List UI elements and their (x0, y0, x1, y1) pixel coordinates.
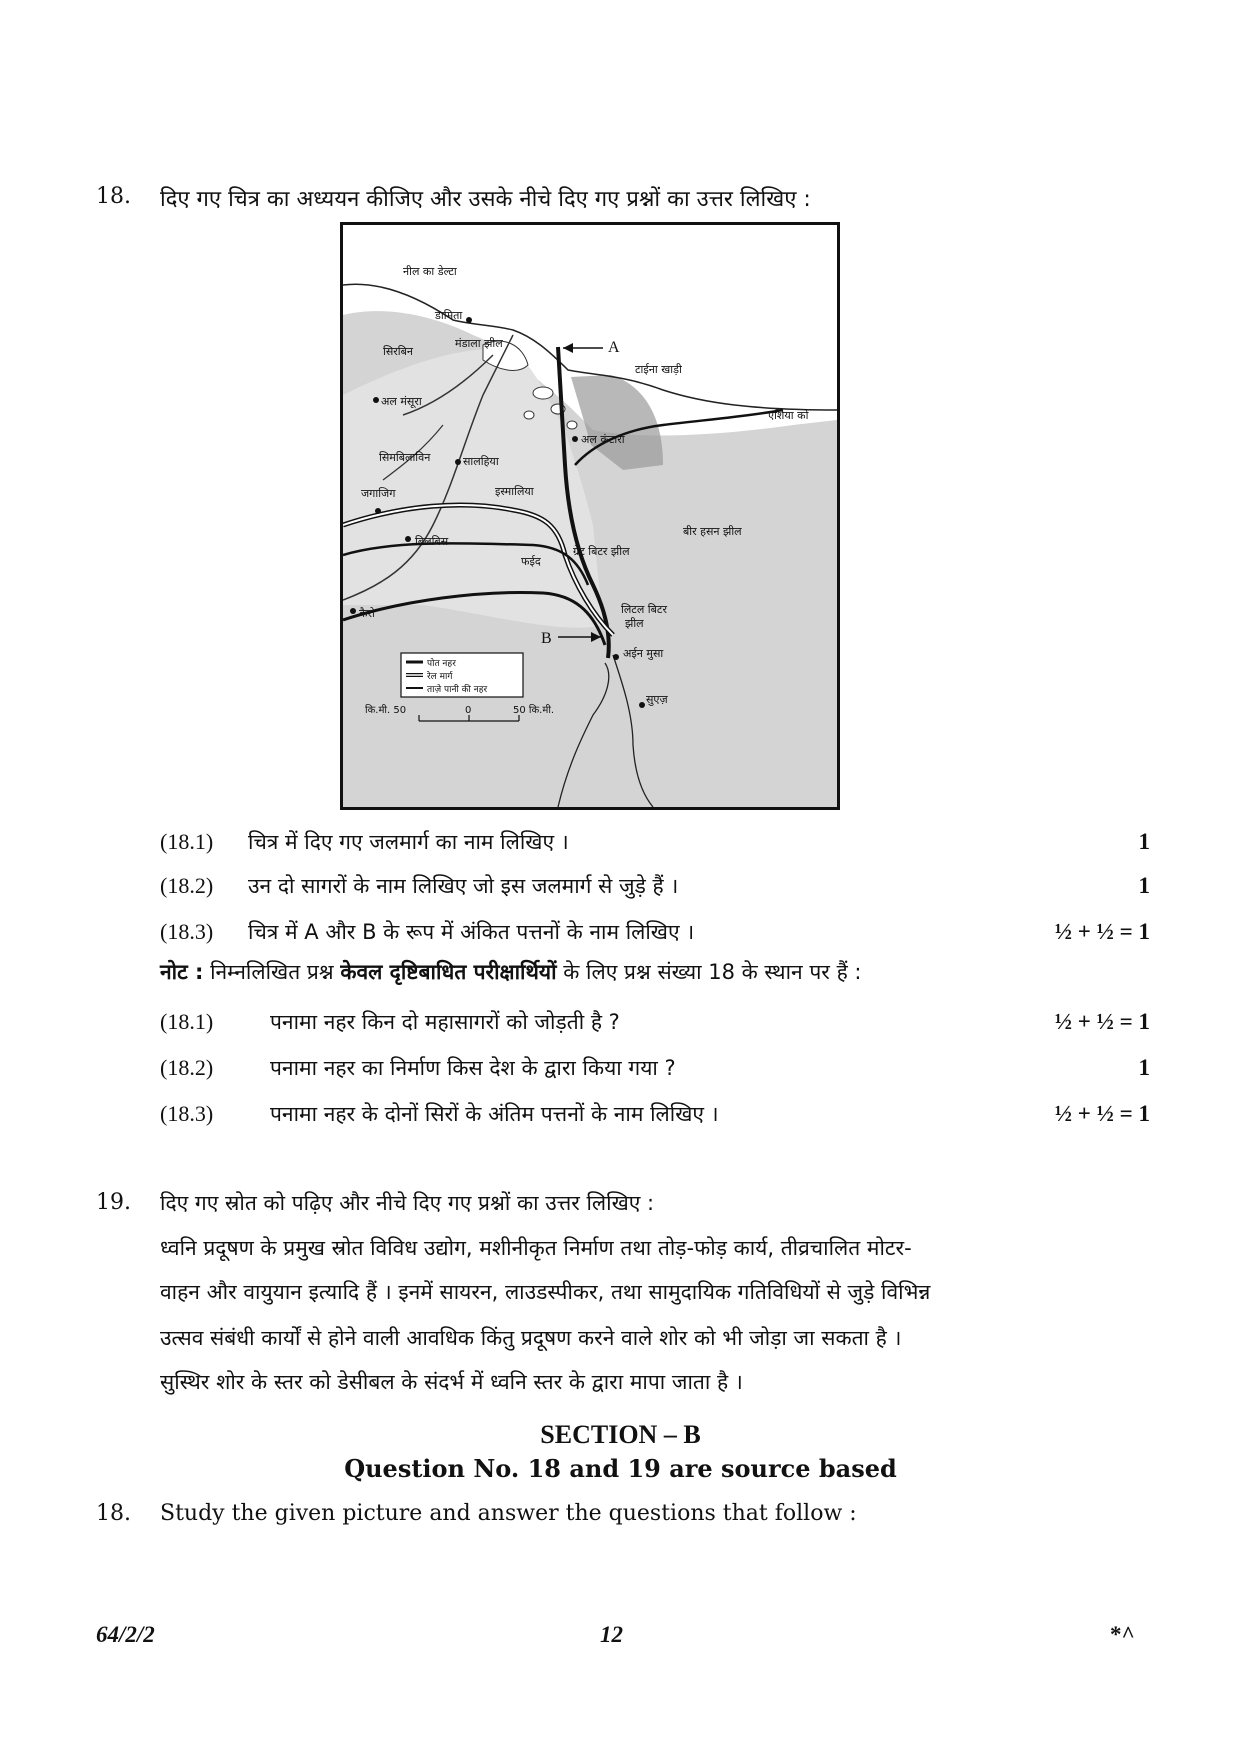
question-prompt: Study the given picture and answer the questions that follow : (160, 1501, 857, 1526)
question-prompt: दिए गए चित्र का अध्ययन कीजिए और उसके नीचे दिए गए प्रश्नों का उत्तर लिखिए : (160, 187, 811, 212)
paper-code: 64/2/2 (96, 1622, 155, 1647)
sub-question-number: (18.2) (160, 873, 214, 898)
map-label: एशिया को (768, 409, 809, 422)
scale-mid: 0 (465, 705, 472, 716)
sub-question (160, 868, 1150, 904)
sub-question-number: (18.1) (160, 1009, 214, 1034)
sub-question-text: उन दो सागरों के नाम लिखिए जो इस जलमार्ग से जुड़े हैं । (248, 874, 679, 898)
legend-railway: रेल मार्ग (427, 672, 453, 682)
map-label: सिमबिलाविन (379, 451, 431, 464)
vi-sub-question (160, 1050, 1150, 1086)
map-label: बीर हसन झील (683, 525, 742, 538)
visually-impaired-note (160, 958, 861, 986)
legend-freshwater: ताज़े पानी की नहर (427, 685, 488, 695)
footer-mark: *^ (1110, 1622, 1135, 1647)
map-label: कैरो (359, 607, 375, 620)
vi-sub-question (160, 1004, 1150, 1040)
source-text-line: ध्वनि प्रदूषण के प्रमुख स्रोत विविध उद्योग, मशीनीकृत निर्माण तथा तोड़-फोड़ कार्य, तीव्रचालित मोटर- (160, 1236, 912, 1260)
sub-question-number: (18.3) (160, 919, 214, 944)
legend-ship-canal: पोत नहर (427, 659, 456, 669)
sub-question-text: पनामा नहर किन दो महासागरों को जोड़ती है ? (270, 1010, 620, 1034)
sub-question-text: चित्र में दिए गए जलमार्ग का नाम लिखिए । (248, 830, 569, 854)
sub-question (160, 914, 1150, 950)
vi-sub-question (160, 1096, 1150, 1132)
note-text-pre: निम्नलिखित प्रश्न (210, 960, 334, 984)
sub-question-marks: ½ + ½ = 1 (1054, 919, 1150, 944)
question-number: 18. (96, 1501, 131, 1526)
question-prompt: दिए गए स्रोत को पढ़िए और नीचे दिए गए प्रश्नों का उत्तर लिखिए : (160, 1191, 655, 1215)
map-label: मंडाला झील (455, 337, 503, 350)
source-text-line: सुस्थिर शोर के स्तर को डेसीबल के संदर्भ में ध्वनि स्तर के द्वारा मापा जाता है । (160, 1370, 743, 1394)
sub-question-text: पनामा नहर के दोनों सिरों के अंतिम पत्तनों के नाम लिखिए । (270, 1102, 719, 1126)
map-label: लिटल बिटर (621, 603, 667, 616)
map-label: फईद (521, 555, 541, 568)
scale-right: 50 कि.मी. (513, 705, 555, 716)
sub-question-marks: 1 (1138, 829, 1150, 854)
sub-question-text: पनामा नहर का निर्माण किस देश के द्वारा किया गया ? (270, 1056, 676, 1080)
map-label: अल मंसूरा (381, 395, 422, 408)
sub-question-number: (18.3) (160, 1101, 214, 1126)
sub-question-marks: 1 (1138, 873, 1150, 898)
sub-question-marks: ½ + ½ = 1 (1054, 1101, 1150, 1126)
map-label: जगाजिग (361, 487, 396, 500)
map-label: इस्मालिया (495, 485, 534, 498)
source-text-line: उत्सव संबंधी कार्यों से होने वाली आवधिक किंतु प्रदूषण करने वाले शोर को भी जोड़ा जा सकता है । (160, 1326, 902, 1350)
sub-question-text: चित्र में A और B के रूप में अंकित पत्तनों के नाम लिखिए । (248, 920, 695, 944)
note-text-bold: केवल दृष्टिबाधित परीक्षार्थियों (340, 960, 557, 984)
map-label: झील (625, 617, 644, 630)
map-label: ग्रेट बिटर झील (573, 545, 630, 558)
map-label: बिलबिस (415, 535, 449, 548)
question-number: 18. (96, 184, 131, 209)
point-a-label: A (608, 339, 620, 356)
source-text-line: वाहन और वायुयान इत्यादि हैं । इनमें सायरन, लाउडस्पीकर, तथा सामुदायिक गतिविधियों से जुड़े विभिन्न (160, 1280, 931, 1304)
scale-left: कि.मी. 50 (365, 705, 407, 716)
sub-question-number: (18.2) (160, 1055, 214, 1080)
map-legend (401, 653, 523, 697)
sub-question-number: (18.1) (160, 829, 214, 854)
note-label: नोट : (160, 960, 204, 984)
section-title: SECTION – B (540, 1420, 701, 1449)
suez-canal-map (340, 222, 840, 810)
map-label: डामिता (435, 309, 463, 322)
map-label: अल कंटारा (581, 433, 625, 446)
question-number: 19. (96, 1190, 131, 1215)
note-text-post: के लिए प्रश्न संख्या 18 के स्थान पर हैं : (563, 960, 862, 984)
page-number: 12 (600, 1622, 623, 1647)
map-label: टाईना खाड़ी (635, 363, 682, 376)
map-label: सिरबिन (383, 345, 414, 358)
sub-question-marks: 1 (1138, 1055, 1150, 1080)
map-label: सालहिया (463, 455, 499, 468)
sub-question-marks: ½ + ½ = 1 (1054, 1009, 1150, 1034)
map-label: नील का डेल्टा (403, 265, 457, 278)
map-label: अईन मुसा (623, 647, 664, 660)
point-b-label: B (541, 630, 552, 647)
map-label: सुएज़ (646, 693, 668, 706)
section-subtitle: Question No. 18 and 19 are source based (344, 1454, 897, 1483)
sub-question (160, 824, 1150, 860)
